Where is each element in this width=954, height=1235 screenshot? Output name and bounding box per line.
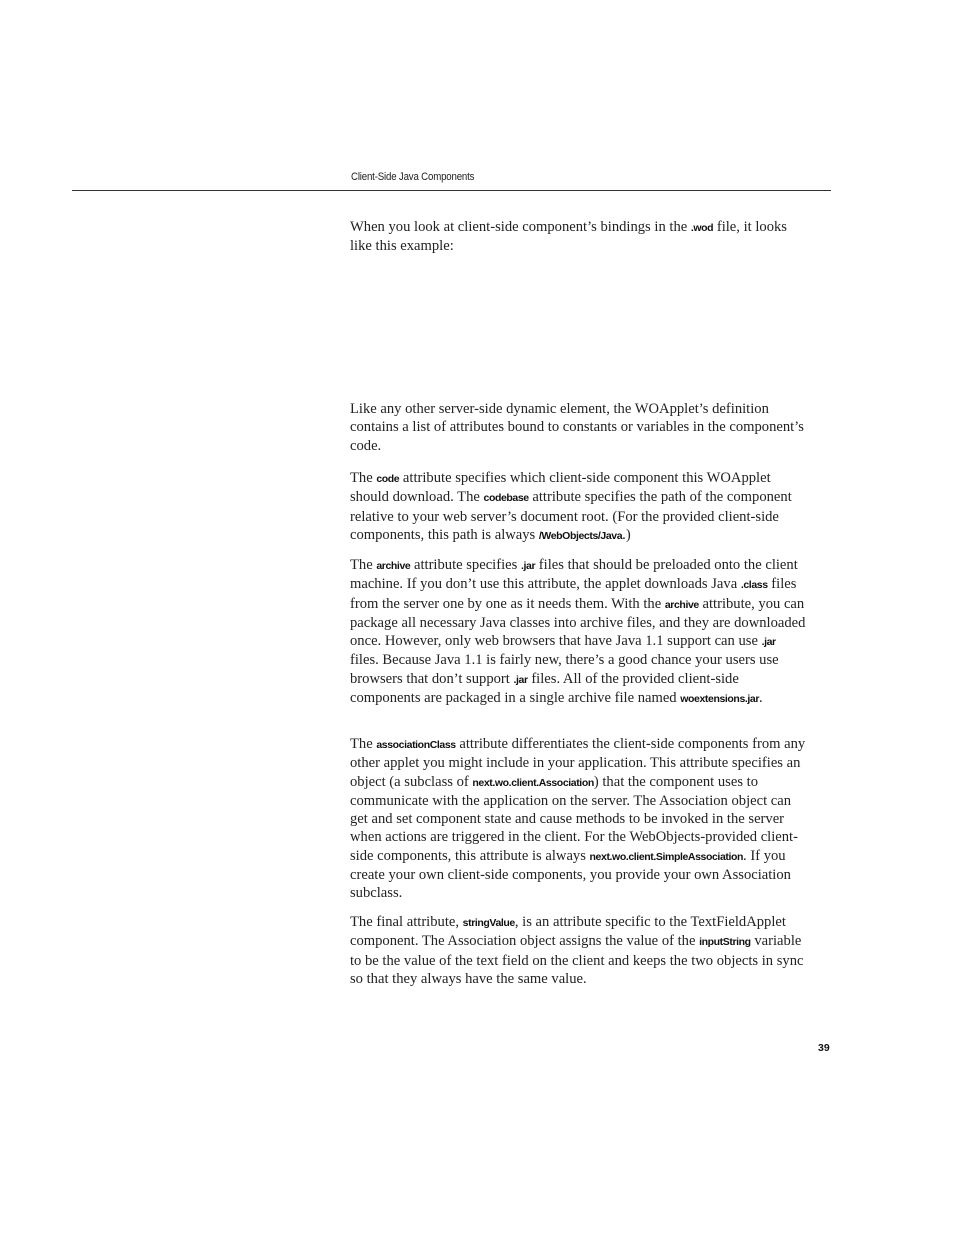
text-run: files. All of the provided client-side components are packaged in a single archive file named <box>350 670 739 707</box>
code-term: next.wo.client.SimpleAssociation <box>589 850 744 863</box>
page-number: 39 <box>818 1042 830 1054</box>
text-run: attribute specifies <box>410 557 521 573</box>
text-run: The <box>350 470 377 486</box>
text-run: . <box>759 690 763 707</box>
code-term: .jar <box>520 560 536 572</box>
code-term: next.wo.client.Association <box>472 776 594 789</box>
text-run: .) <box>622 526 631 543</box>
code-term: codebase <box>483 492 529 505</box>
text-run: , is an attribute specific to the TextFieldApplet component. The Association object assigns the value of the <box>350 914 786 950</box>
code-term: archive <box>664 598 699 611</box>
text-run: Like any other server-side dynamic element, the WOApplet’s definition contains a list of attributes bound to constants or variables in the component’s code. <box>350 401 804 454</box>
text-run: The <box>350 736 377 752</box>
code-term: inputString <box>699 936 751 949</box>
text-run: attribute specifies which client-side component this WOApplet should download. The <box>350 470 771 506</box>
paragraph-stringvalue-attribute <box>350 913 808 988</box>
code-term: associationClass <box>376 739 456 751</box>
paragraph-archive-attribute <box>350 556 808 708</box>
text-run: The final attribute, <box>350 914 463 930</box>
header-title: Client-Side Java Components <box>351 171 475 183</box>
code-term: woextensions.jar <box>680 693 760 706</box>
text-run: files that should be preloaded onto the client machine. If you don’t use this attribute, the applet downloads Java <box>350 557 798 593</box>
text-run: attribute, you can package all necessary Java classes into archive files, and they are downloaded once. However, only web browsers that have Java 1.1 support can use <box>350 595 806 650</box>
paragraph-associationclass-attribute <box>350 735 808 903</box>
code-term: code <box>376 473 400 485</box>
paragraph-code-attribute <box>350 469 808 545</box>
header-rule <box>72 190 831 191</box>
text-run: variable to be the value of the text field on the client and keeps the two objects in sync so that they always have the same value. <box>350 933 804 987</box>
text-run: When you look at client-side component’s bindings in the <box>350 219 691 235</box>
text-run: attribute specifies the path of the component relative to your web server’s document root. (For the provided client-side components, this path is always <box>350 489 792 543</box>
code-term: stringValue <box>462 917 515 929</box>
text-run: ) that the component uses to communicate with the application on the server. The Association object can get and set component state and cause methods to be invoked in the server when actions are triggered in the client. For the WebObjects-provided client-side components, this attribute is always <box>350 773 798 864</box>
text-run: The <box>350 557 377 573</box>
text-run: attribute differentiates the client-side components from any other applet you might include in your application. This attribute specifies an object (a subclass of <box>350 736 806 790</box>
code-term: .wod <box>690 222 714 234</box>
code-term: archive <box>376 560 411 572</box>
code-term: .jar <box>513 673 528 686</box>
text-run: file, it looks like this example: <box>350 219 787 255</box>
code-term: /WebObjects/Java <box>538 529 623 542</box>
paragraph-woapplet-definition <box>350 400 808 455</box>
text-run: files from the server one by one as it needs them. With the <box>350 576 797 612</box>
code-term: .jar <box>761 636 776 649</box>
text-run: . If you create your own client-side components, you provide your own Association subclass. <box>350 847 791 902</box>
text-run: files. Because Java 1.1 is fairly new, there’s a good chance your users use browsers that don’t support <box>350 652 779 687</box>
code-term: .class <box>740 579 768 592</box>
paragraph-wod-intro <box>350 218 808 256</box>
